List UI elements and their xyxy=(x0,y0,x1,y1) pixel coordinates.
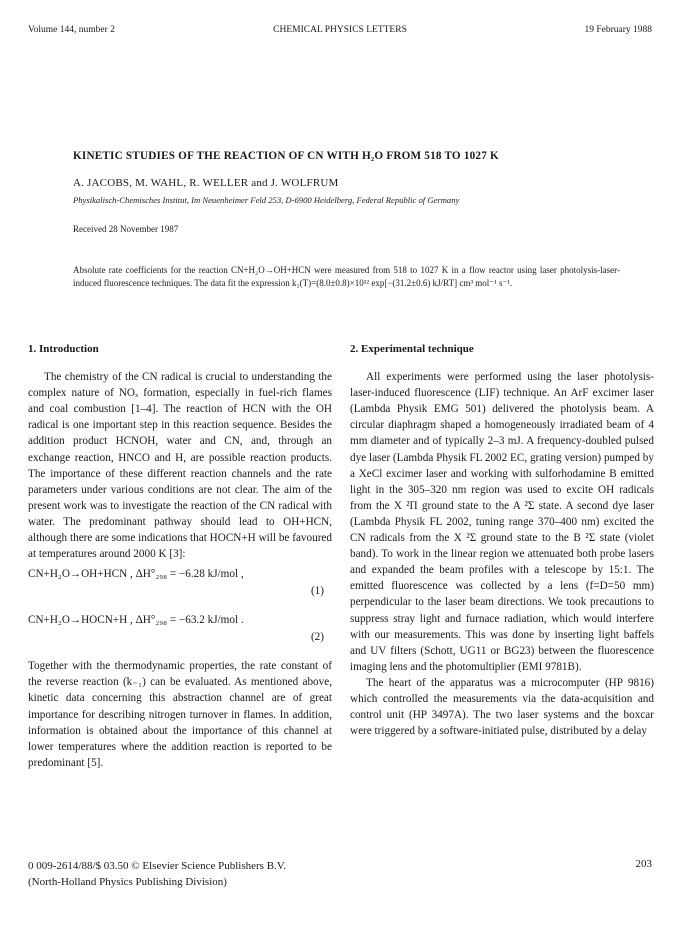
right-column xyxy=(350,341,654,739)
issue-date: 19 February 1988 xyxy=(584,25,652,35)
page-number: 203 xyxy=(635,858,652,870)
article-title: KINETIC STUDIES OF THE REACTION OF CN WITH H₂O FROM 518 TO 1027 K xyxy=(73,150,499,162)
volume-label: Volume 144, number 2 xyxy=(28,25,115,35)
journal-name: CHEMICAL PHYSICS LETTERS xyxy=(273,25,407,35)
equation-2-number: (2) xyxy=(310,631,324,644)
abstract: Absolute rate coefficients for the reaction CN+H₂O→OH+HCN were measured from 518 to 1027 K in a flow reactor using laser photolysis-laser-induced fluorescence techniques. The data fit the expression k₁(T)=(8.0±0.8)×10¹² exp[−(31.2±0.6) kJ/RT] cm³ mol⁻¹ s⁻¹. xyxy=(73,265,620,288)
left-column xyxy=(28,341,332,771)
experimental-paragraph-1: All experiments were performed using the laser photolysis-laser-induced fluorescence (LIF) technique. An ArF excimer laser (Lambda Physik EMG 501) delivered the photolysis beam. A circular diaphragm shaped a homogeneously irradiated beam of 4 mm diameter and of typically 2–3 mJ. A frequency-doubled pulsed dye laser (Lambda Physik FL 2002 EC, grating version) pumped by a XeCl excimer laser and working with sulforhodamine B emitted light in the 305–320 nm region was used to excite OH radicals from the X ²Π ground state to the A ²Σ state. A second dye laser (Lambda Physik FL 2002, tuning range 370–400 nm) excited the CN radicals from the X ²Σ ground state to the B ²Σ state (violet band). To work in the linear region we attenuated both probe lasers and expanded the beam profiles with a telescope by 15:1. The emitted fluorescence was collected by a lens (f=D=50 mm) perpendicular to the laser beam directions. We took precautions to suppress stray light and furnace radiation, which would interfere with our measurements. This was done by inserting light baffels and UV filters (Schott, UG11 or BG23) between the fluorescence imaging lens and the photomultiplier (EMI 9781B). xyxy=(350,371,654,673)
section-heading-experimental: 2. Experimental technique xyxy=(350,343,474,355)
equation-1-text: CN+H₂O→OH+HCN , ΔH°₂₉₈ = −6.28 kJ/mol , xyxy=(28,568,244,581)
equation-2 xyxy=(28,612,332,652)
equation-1 xyxy=(28,566,332,606)
experimental-paragraph-2: The heart of the apparatus was a microcomputer (HP 9816) which controlled the measurements via the data-acquisition and control unit (HP 3497A). The two laser systems and the boxcar were triggered by a software-initiated pulse, distributed by a delay xyxy=(350,676,654,738)
received-date: Received 28 November 1987 xyxy=(73,224,179,234)
equation-1-number: (1) xyxy=(310,585,324,598)
running-header xyxy=(28,25,652,39)
introduction-paragraph-2: Together with the thermodynamic properties, the rate constant of the reverse reaction (k₋₁) can be evaluated. As mentioned above, kinetic data concerning this abstraction channel are of great importance for describing nitrogen turnover in flames. In addition, information is obtained about the importance of this channel at lower temperatures where the addition reaction is reported to be predominant [5]. xyxy=(28,660,332,769)
section-heading-introduction: 1. Introduction xyxy=(28,343,99,355)
equation-2-text: CN+H₂O→HOCN+H , ΔH°₂₉₈ = −63.2 kJ/mol . xyxy=(28,614,244,627)
publisher-division: (North-Holland Physics Publishing Division) xyxy=(28,876,227,888)
author-list: A. JACOBS, M. WAHL, R. WELLER and J. WOLFRUM xyxy=(73,177,339,189)
affiliation: Physikalisch-Chemisches Institut, Im Neuenheimer Feld 253, D-6900 Heidelberg, Federal Republic of Germany xyxy=(73,195,460,205)
introduction-paragraph-1: The chemistry of the CN radical is crucial to understanding the complex nature of NOₓ formation, especially in fuel-rich flames and coal combustion [1–4]. The reaction of HCN with the OH radical is one important step in this reaction sequence. Besides the addition product HCNOH, water and CN, and, through an exchange reaction, HNCO and H, are possible reaction products. The importance of these different reaction channels and the rate parameters under various conditions are not clear. The aim of the present work was to investigate the reaction of the CN radical with water. The predominant pathway should lead to OH+HCN, although there are some indications that HOCN+H will be favoured at temperatures around 2000 K [3]: xyxy=(28,371,332,561)
publisher-footer xyxy=(28,858,286,890)
copyright-line: 0 009-2614/88/$ 03.50 © Elsevier Science Publishers B.V. xyxy=(28,860,287,872)
